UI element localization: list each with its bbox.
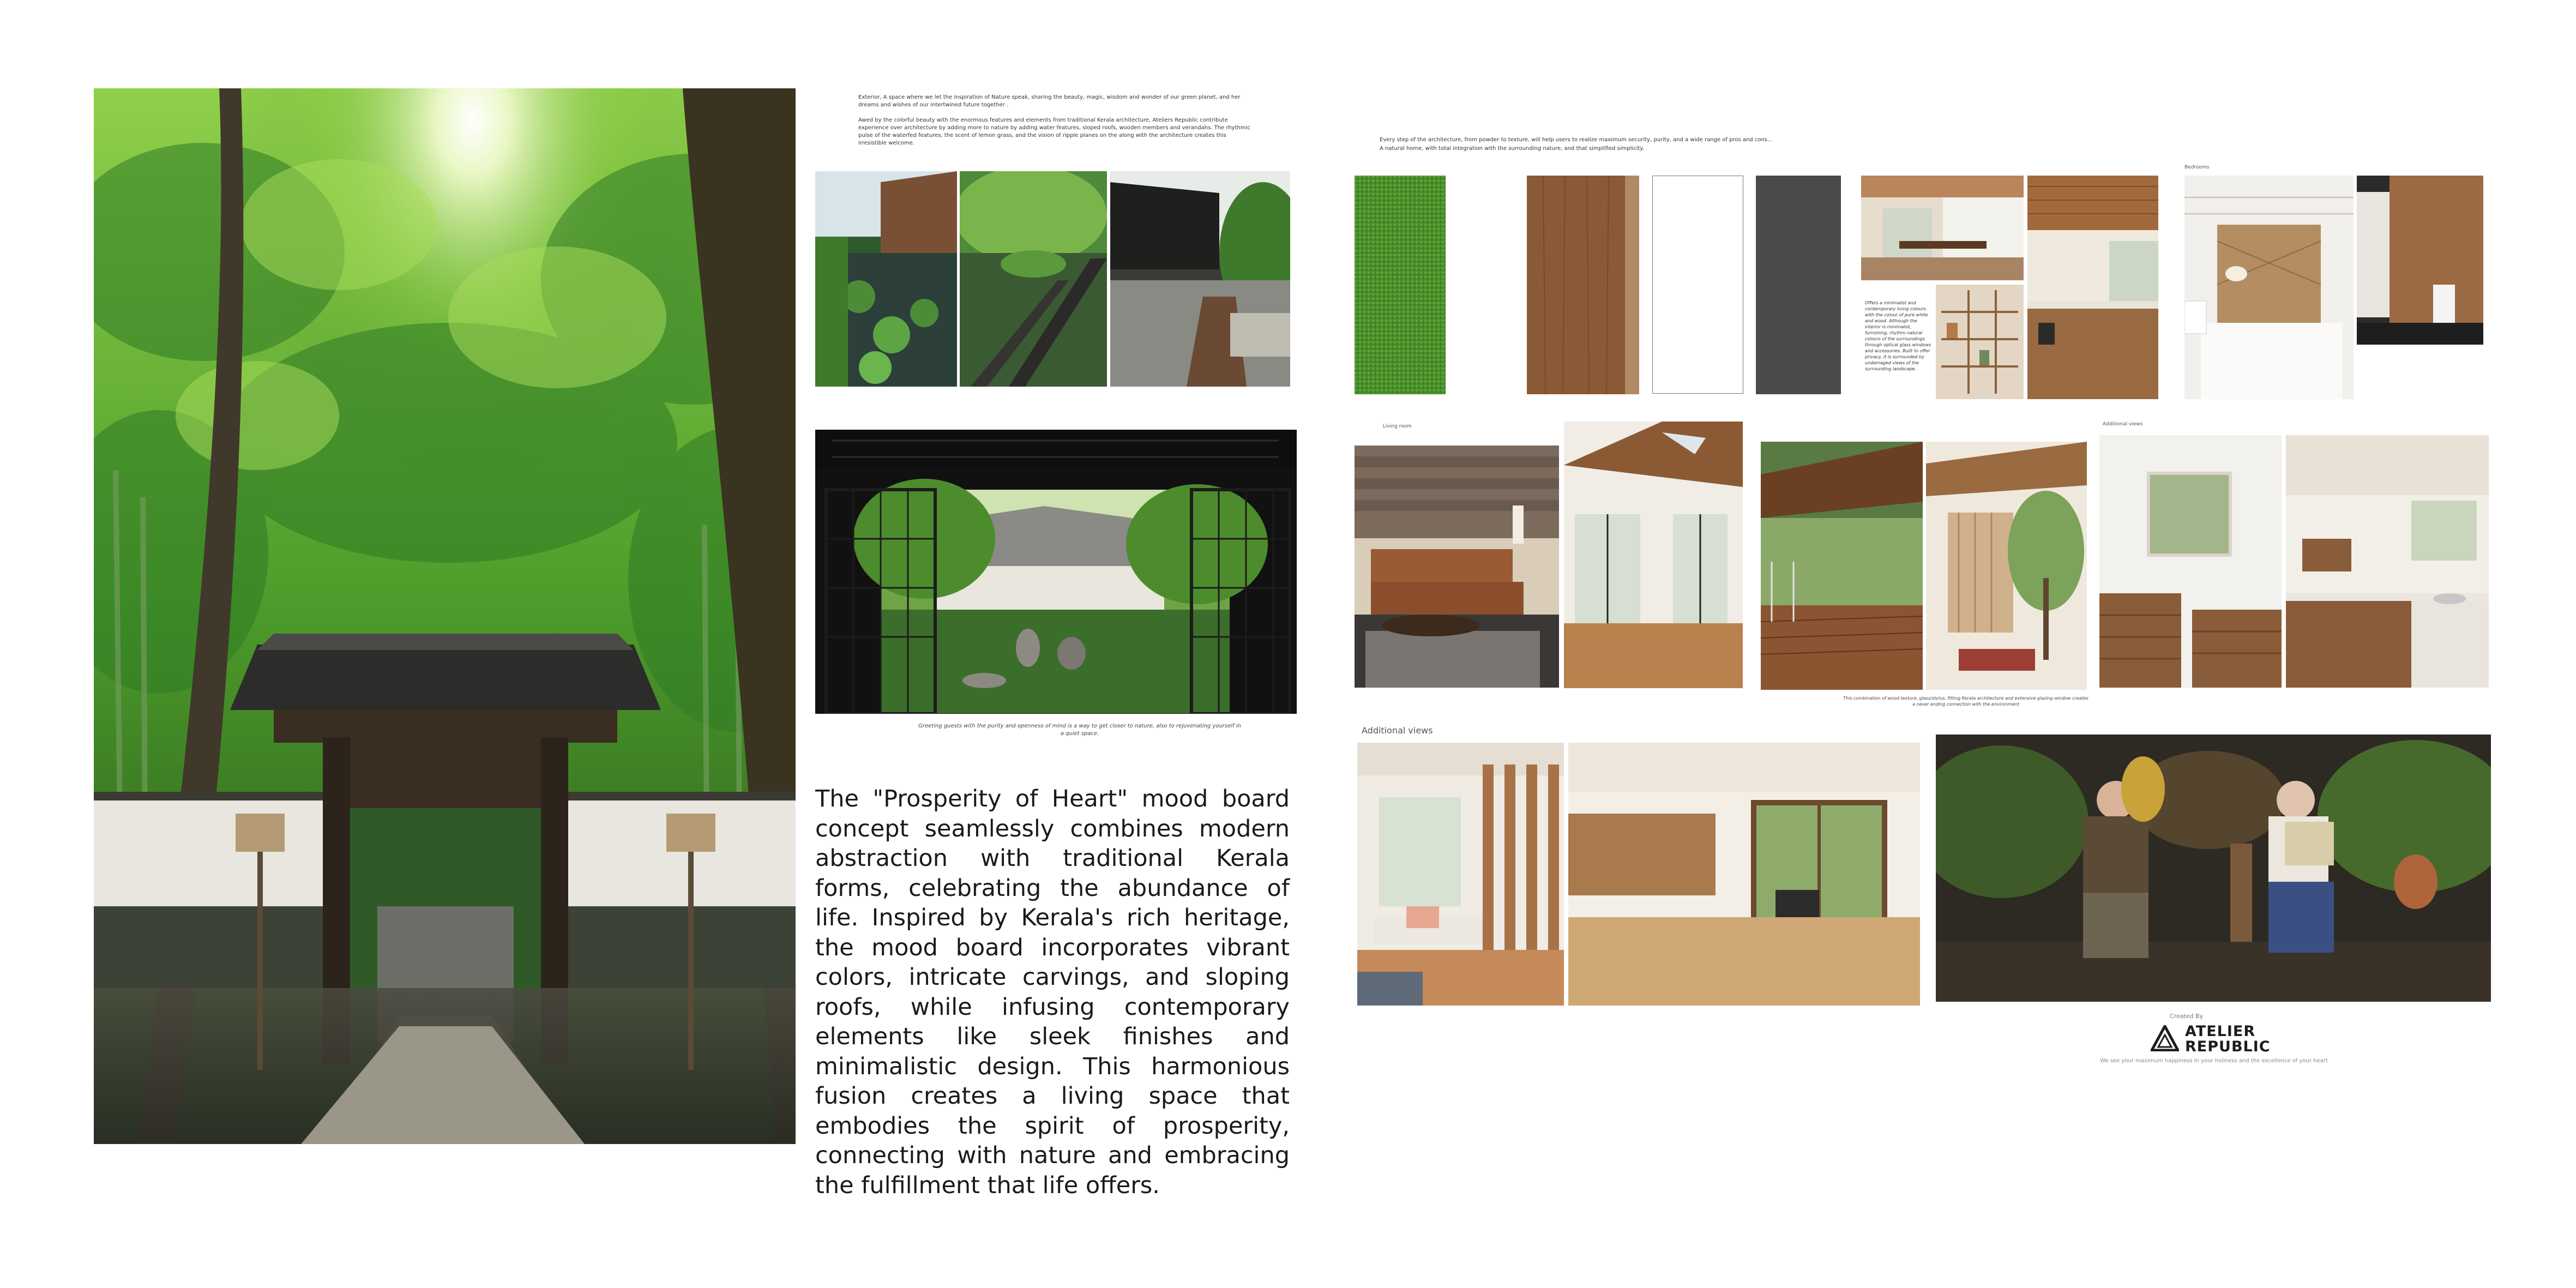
brand-name-line-2: REPUBLIC	[2185, 1038, 2271, 1055]
white-color-swatch	[1652, 176, 1743, 394]
open-plan-living-photo	[1568, 743, 1920, 1006]
combination-caption: This combination of wood texture, glass/stylus, fitting Kerala architecture and extensive glazing window creates a never ending connection with the environment	[1843, 696, 2089, 707]
pond-garden-photo	[960, 171, 1107, 387]
shelving-photo	[1936, 285, 2024, 399]
bedroom-label: Bedrooms	[2184, 165, 2210, 170]
modern-kitchen-photo	[2286, 435, 2489, 688]
stone-path-photo	[1110, 171, 1290, 387]
charcoal-color-swatch	[1756, 176, 1841, 394]
brand-logo-icon	[2151, 1025, 2179, 1051]
concept-description: The "Prosperity of Heart" mood board concept seamlessly combines modern abstraction with traditional Kerala forms, celebrating the abundance of life. Inspired by Kerala's rich heritage, the mood board incorporates vibrant colors, intricate carvings, and sloping roofs, while infusing contemporary elements like sleek finishes and minimalistic design. This harmonious fusion creates a living space that embodies the spirit of prosperity, connecting with nature and embracing the fulfillment that life offers.	[815, 785, 1290, 1199]
brand-name-line-1: ATELIER	[2185, 1023, 2256, 1040]
living-description-note: Offers a minimalist and contemporary living colours with the colour of pure white and wood. Although the interior is minimalist, furnishing, rhythm natural colours of the surroundings through optical glass windows and accessories. Built to offer privacy, it is surrounded by undamaged views of the surrounding landscape.	[1865, 300, 1931, 371]
additional-views-label: Additional views	[1362, 725, 1433, 736]
living-room-photo-2	[1564, 422, 1743, 688]
materials-intro-line-1: Every step of the architecture, from powder to texture, will help users to realize maximum security, purity, and a wide range of pros and cons...	[1380, 137, 1773, 143]
materials-intro-line-2: A natural home, with total integration with the surrounding nature, and that simplified simplicity.	[1380, 146, 1645, 152]
living-room-label: Living room	[1383, 424, 1412, 429]
exterior-intro-paragraph-1: Exterior, A space where we let the inspiration of Nature speak, sharing the beauty, magic, wisdom and wonder of our green planet, and her dreams and wishes of our intertwined future together .	[858, 94, 1241, 108]
dining-room-photo	[1861, 176, 2024, 280]
living-room-photo-1	[1355, 446, 1559, 688]
hero-gate-photo	[94, 88, 796, 1144]
brand-tagline: We see your maximum happiness in your holiness and the excellence of your heart	[2100, 1058, 2328, 1064]
water-garden-photo	[815, 171, 957, 387]
reading-nook-photo	[1357, 743, 1564, 1006]
grass-texture-swatch	[1355, 176, 1446, 394]
wood-texture-swatch	[1527, 176, 1639, 394]
courtyard-view-photo	[815, 430, 1297, 714]
elderly-couple-photo	[1936, 735, 2491, 1002]
kitchen-photo	[2027, 176, 2158, 399]
exterior-intro-paragraph-2: Awed by the colorful beauty with the enormous features and elements from traditional Kerala architecture, Ateliers Republic contribute experience over architecture by adding more to nature by adding water features, sloped roofs, wooden members and verandahs. The rhythmic pulse of the waterfed features, the scent of lemon grass, and the vision of ripple planes on the along with the architecture creates this irresistible welcome.	[858, 117, 1250, 146]
additional-views-small-label: Additional views	[2103, 422, 2143, 427]
atrium-tree-photo	[1926, 442, 2087, 690]
created-by-label: Created By	[2170, 1013, 2204, 1020]
courtyard-caption: Greeting guests with the purity and openness of mind is a way to get closer to nature, also to rejuvenating yourself in a quiet space.	[918, 723, 1241, 737]
staircase-photo	[2099, 435, 2282, 688]
bathroom-photo	[2357, 176, 2483, 345]
veranda-photo	[1761, 442, 1923, 690]
bedroom-photo	[2184, 176, 2354, 399]
